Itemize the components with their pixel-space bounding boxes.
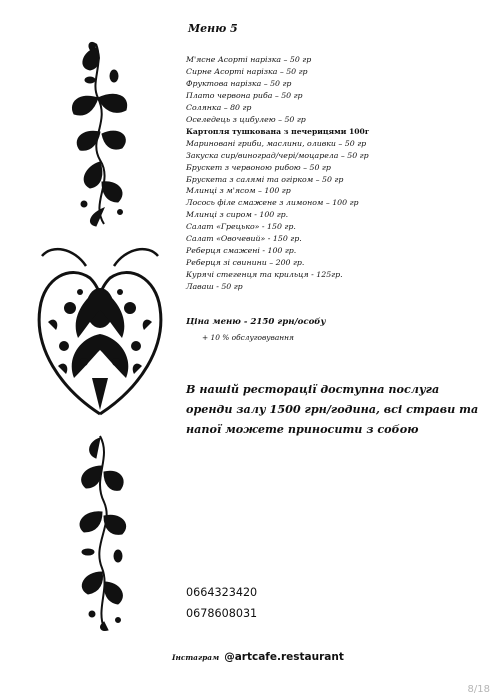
floral-vine-ornament-bottom bbox=[62, 432, 140, 632]
menu-item: Сирне Асорті нарізка – 50 гр bbox=[186, 66, 308, 76]
floral-vine-ornament-top bbox=[60, 32, 140, 227]
phone-numbers bbox=[186, 582, 257, 624]
menu-item: Салат «Овочевий» - 150 гр. bbox=[186, 234, 302, 244]
service-charge-note: + 10 % обслуговування bbox=[202, 333, 294, 342]
menu-item: Мариновані гриби, маслини, оливки – 50 гр bbox=[186, 138, 367, 148]
menu-item: Млинці з сиром - 100 гр. bbox=[186, 210, 289, 220]
heart-damask-ornament bbox=[30, 238, 170, 418]
page-counter: 8/18 bbox=[467, 684, 490, 695]
menu-item: Брускета з салямі та огірком – 50 гр bbox=[186, 174, 344, 184]
menu-item: Лаваш - 50 гр bbox=[186, 282, 243, 292]
menu-item: Фруктова нарізка – 50 гр bbox=[186, 78, 292, 88]
menu-item: Картопля тушкована з печерицями 100г bbox=[186, 126, 370, 136]
phone-number: 0678608031 bbox=[186, 607, 258, 620]
menu-item: Оселедець з цибулею – 50 гр bbox=[186, 114, 306, 124]
menu-price: Ціна меню - 2150 грн/особу bbox=[186, 317, 326, 327]
menu-item: М'ясне Асорті нарізка – 50 гр bbox=[186, 55, 312, 64]
instagram-label: Інстаграм bbox=[172, 653, 220, 662]
menu-item: Лосось філе смажене з лимоном – 100 гр bbox=[186, 198, 359, 208]
menu-item: Закуска сир/виноград/чері/моцарела – 50 гр bbox=[186, 150, 369, 160]
menu-item: Брускет з червоною рибою – 50 гр bbox=[186, 162, 331, 172]
menu-item: Солянка – 80 гр bbox=[186, 102, 252, 112]
menu-item: Реберця смажені - 100 гр. bbox=[186, 246, 297, 256]
menu-item: Салат «Грецько» - 150 гр. bbox=[186, 222, 296, 232]
instagram-line bbox=[172, 645, 344, 664]
menu-item: Плато червона риба – 50 гр bbox=[186, 90, 303, 100]
menu-item: Реберця зі свинини – 200 гр. bbox=[186, 258, 305, 268]
instagram-handle: @artcafe.restaurant bbox=[224, 651, 344, 663]
menu-item: Курячі стегенця та крильця - 125гр. bbox=[186, 270, 343, 280]
menu-item: Млинці з м'ясом – 100 гр bbox=[186, 186, 291, 196]
menu-title: Меню 5 bbox=[188, 22, 238, 35]
menu-item-list bbox=[186, 54, 486, 293]
phone-number: 0664323420 bbox=[186, 586, 258, 599]
hall-rental-announcement: В нашій ресторації доступна послуга оренди залу 1500 грн/година, всі страви та напої можете приносити з собою bbox=[186, 382, 479, 436]
